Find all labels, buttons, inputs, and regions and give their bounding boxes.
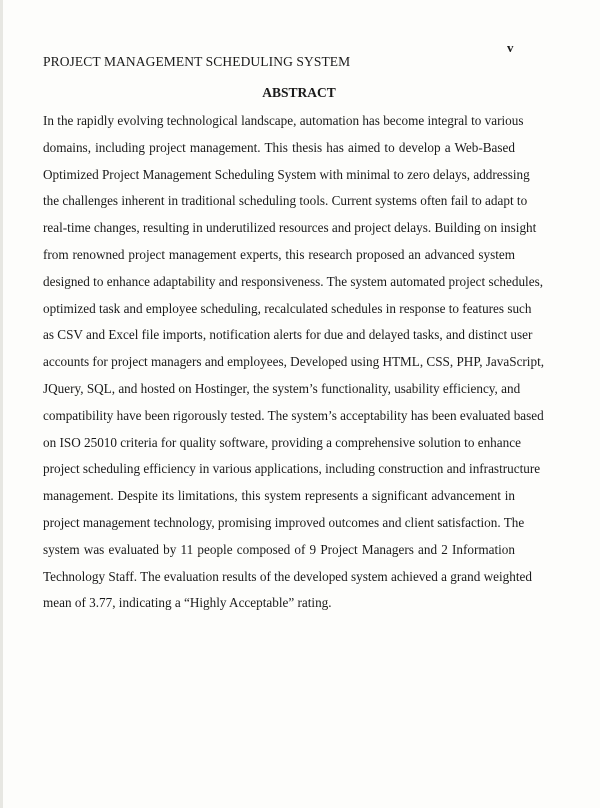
abstract-line: system was evaluated by 11 people composed of 9 Project Managers and 2 Information [43,541,515,557]
abstract-line: from renowned project management experts, this research proposed an advanced system [43,246,515,262]
running-head: PROJECT MANAGEMENT SCHEDULING SYSTEM [43,54,351,69]
abstract-line: management. Despite its limitations, this system represents a significant advancement in [43,488,515,504]
abstract-line: optimized task and employee scheduling, recalculated schedules in response to features such [43,300,532,316]
section-heading: ABSTRACT [262,85,336,100]
abstract-line: real-time changes, resulting in underutilized resources and project delays. Building on insight [43,220,537,236]
abstract-line: Technology Staff. The evaluation results of the developed system achieved a grand weighted [43,568,532,584]
abstract-line: project scheduling efficiency in various applications, including construction and infrastructure [43,461,541,477]
abstract-line: designed to enhance adaptability and responsiveness. The system automated project schedules, [43,273,544,289]
abstract-line: JQuery, SQL, and hosted on Hostinger, the system’s functionality, usability efficiency, and [43,380,521,396]
abstract-line: project management technology, promising improved outcomes and client satisfaction. The [43,514,525,530]
abstract-line: accounts for project managers and employees, Developed using HTML, CSS, PHP, JavaScript, [43,354,545,370]
abstract-line: domains, including project management. This thesis has aimed to develop a Web-Based [43,139,515,155]
abstract-line: In the rapidly evolving technological landscape, automation has become integral to various [43,113,524,128]
abstract-line: Optimized Project Management Scheduling System with minimal to zero delays, addressing [43,166,530,182]
abstract-line: as CSV and Excel file imports, notification alerts for due and delayed tasks, and distinct user [43,327,533,343]
abstract-line: mean of 3.77, indicating a “Highly Acceptable” rating. [43,595,332,611]
abstract-body [43,108,545,617]
abstract-line: on ISO 25010 criteria for quality software, providing a comprehensive solution to enhance [43,434,521,450]
abstract-line: compatibility have been rigorously tested. The system’s acceptability has been evaluated based [43,407,544,423]
page-number: v [507,40,514,55]
abstract-line: the challenges inherent in traditional scheduling tools. Current systems often fail to adapt to [43,193,528,209]
